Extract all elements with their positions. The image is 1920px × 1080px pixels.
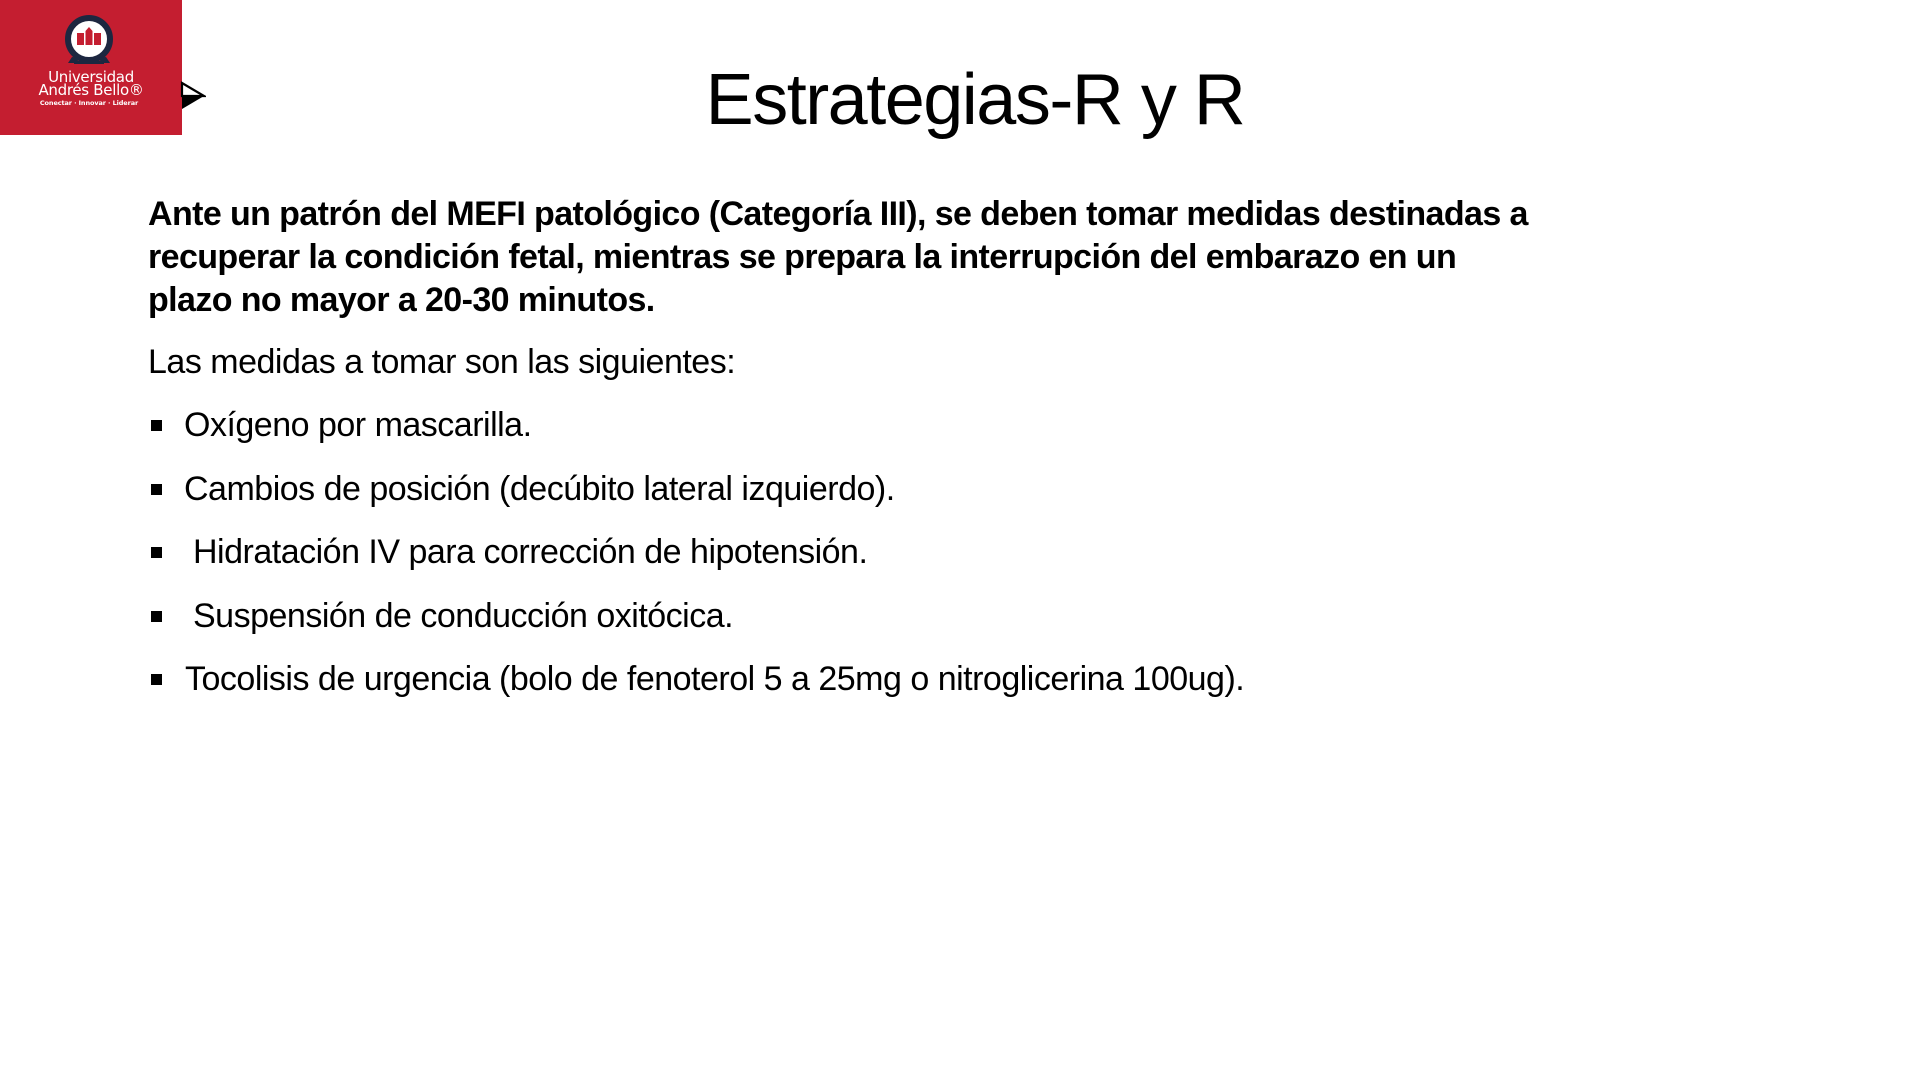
bullet-square-icon [151,484,162,495]
bullet-square-icon [151,420,162,431]
university-name-line2: Andrés Bello® [38,81,144,99]
bullet-square-icon [151,611,162,622]
list-item-text: Suspensión de conducción oxitócica. [193,596,734,635]
slide-title: Estrategias-R y R [705,60,1245,140]
university-tagline: Conectar · Innovar · Liderar [39,99,139,107]
lead-line-3: plazo no mayor a 20-30 minutos. [148,281,655,319]
measures-list [148,405,1768,723]
slide-body [148,193,1768,723]
lead-paragraph [148,193,1768,322]
list-item-text: Tocolisis de urgencia (bolo de fenoterol 5 a 25mg o nitroglicerina 100ug). [185,660,1245,698]
bullet-square-icon [151,674,162,685]
lead-line-1: Ante un patrón del MEFI patológico (Categoría III), se deben tomar medidas destinadas a [148,195,1528,233]
list-item-text: Cambios de posición (decúbito lateral izquierdo). [184,469,895,508]
list-item-text: Oxígeno por mascarilla. [184,406,532,444]
list-item-text: Hidratación IV para corrección de hipotensión. [193,533,868,571]
university-name-line1: Universidad [48,68,134,86]
list-item [148,596,1768,660]
list-item [148,532,1768,596]
list-item [148,659,1768,723]
list-item [148,405,1768,469]
list-item [148,469,1768,533]
bullet-square-icon [151,547,162,558]
lead-line-2: recuperar la condición fetal, mientras se prepara la interrupción del embarazo en un [148,238,1457,276]
intro-text: Las medidas a tomar son las siguientes: [148,343,736,381]
